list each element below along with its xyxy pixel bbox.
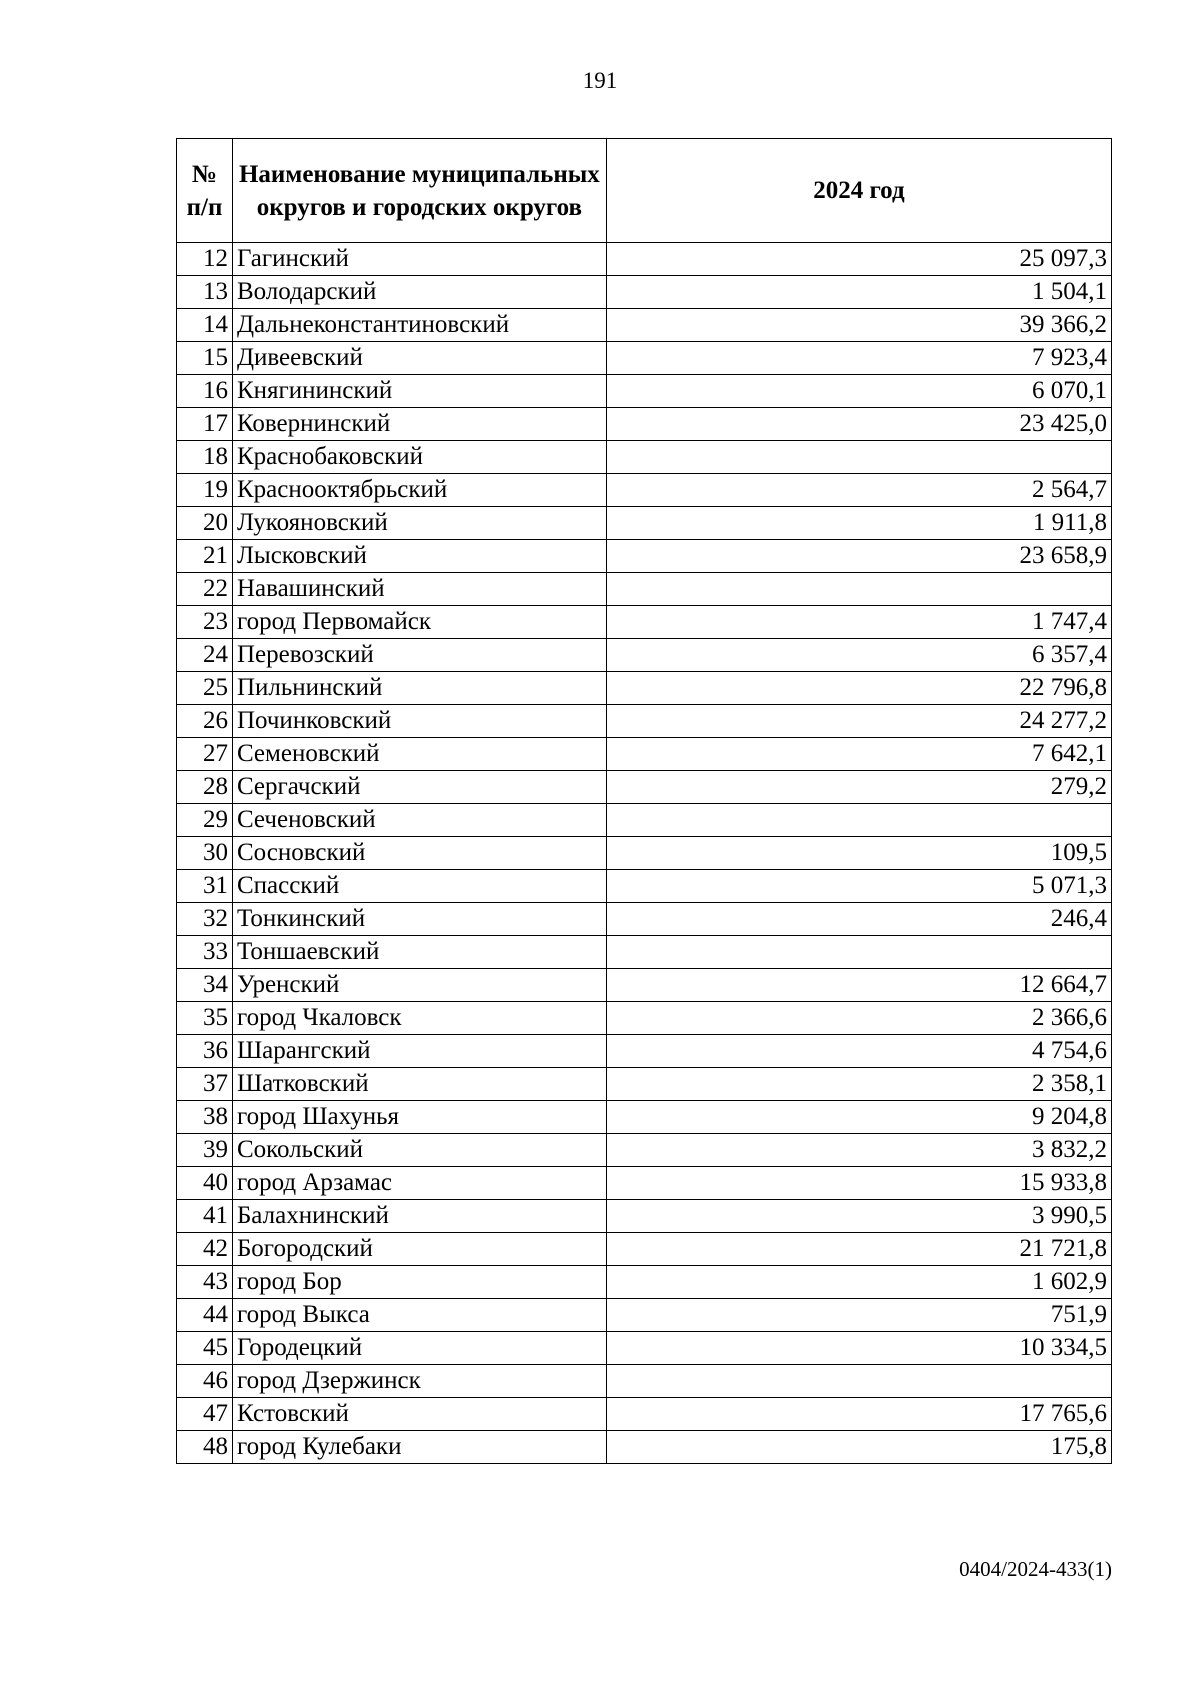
row-name: город Кулебаки <box>232 1431 606 1464</box>
row-number: 23 <box>177 606 233 639</box>
row-value: 6 070,1 <box>606 375 1111 408</box>
table-row <box>177 936 1112 969</box>
row-value: 25 097,3 <box>606 243 1111 276</box>
row-name: Пильнинский <box>232 672 606 705</box>
row-value: 3 990,5 <box>606 1200 1111 1233</box>
table-row <box>177 507 1112 540</box>
table-row <box>177 1068 1112 1101</box>
table-row <box>177 309 1112 342</box>
row-number: 16 <box>177 375 233 408</box>
row-value: 15 933,8 <box>606 1167 1111 1200</box>
row-number: 15 <box>177 342 233 375</box>
table-row <box>177 705 1112 738</box>
table-row <box>177 1398 1112 1431</box>
row-number: 27 <box>177 738 233 771</box>
table-row <box>177 969 1112 1002</box>
row-number: 32 <box>177 903 233 936</box>
row-value <box>606 1365 1111 1398</box>
row-value: 12 664,7 <box>606 969 1111 1002</box>
table-row <box>177 837 1112 870</box>
row-number: 35 <box>177 1002 233 1035</box>
row-value: 5 071,3 <box>606 870 1111 903</box>
row-value: 2 564,7 <box>606 474 1111 507</box>
row-name: Краснобаковский <box>232 441 606 474</box>
row-number: 45 <box>177 1332 233 1365</box>
row-value <box>606 573 1111 606</box>
row-value: 1 911,8 <box>606 507 1111 540</box>
row-number: 14 <box>177 309 233 342</box>
table-row <box>177 408 1112 441</box>
row-name: Дивеевский <box>232 342 606 375</box>
table-row <box>177 573 1112 606</box>
row-number: 46 <box>177 1365 233 1398</box>
row-number: 43 <box>177 1266 233 1299</box>
table-row <box>177 1134 1112 1167</box>
table-row <box>177 1233 1112 1266</box>
table-row <box>177 540 1112 573</box>
header-name: Наименование муниципальных округов и городских округов <box>232 139 606 243</box>
row-number: 22 <box>177 573 233 606</box>
row-name: город Шахунья <box>232 1101 606 1134</box>
row-number: 19 <box>177 474 233 507</box>
table-row <box>177 1332 1112 1365</box>
table-row <box>177 276 1112 309</box>
row-number: 33 <box>177 936 233 969</box>
row-number: 24 <box>177 639 233 672</box>
row-value <box>606 804 1111 837</box>
row-number: 17 <box>177 408 233 441</box>
row-value: 39 366,2 <box>606 309 1111 342</box>
header-year: 2024 год <box>606 139 1111 243</box>
table-row <box>177 1200 1112 1233</box>
row-number: 26 <box>177 705 233 738</box>
row-name: Богородский <box>232 1233 606 1266</box>
row-name: Ковернинский <box>232 408 606 441</box>
row-name: город Арзамас <box>232 1167 606 1200</box>
row-name: город Бор <box>232 1266 606 1299</box>
row-name: Починковский <box>232 705 606 738</box>
row-name: Городецкий <box>232 1332 606 1365</box>
table-row <box>177 1002 1112 1035</box>
row-value <box>606 936 1111 969</box>
row-number: 20 <box>177 507 233 540</box>
row-value: 22 796,8 <box>606 672 1111 705</box>
table-row <box>177 870 1112 903</box>
row-name: Балахнинский <box>232 1200 606 1233</box>
row-number: 31 <box>177 870 233 903</box>
row-number: 41 <box>177 1200 233 1233</box>
row-number: 18 <box>177 441 233 474</box>
row-name: Сергачский <box>232 771 606 804</box>
table-row <box>177 441 1112 474</box>
row-value: 9 204,8 <box>606 1101 1111 1134</box>
row-number: 36 <box>177 1035 233 1068</box>
row-name: Сосновский <box>232 837 606 870</box>
row-value: 17 765,6 <box>606 1398 1111 1431</box>
row-name: Уренский <box>232 969 606 1002</box>
row-value: 10 334,5 <box>606 1332 1111 1365</box>
row-name: Лукояновский <box>232 507 606 540</box>
row-value: 2 366,6 <box>606 1002 1111 1035</box>
table-row <box>177 639 1112 672</box>
row-value: 23 425,0 <box>606 408 1111 441</box>
row-name: Семеновский <box>232 738 606 771</box>
table-row <box>177 375 1112 408</box>
row-name: Тоншаевский <box>232 936 606 969</box>
table-row <box>177 1266 1112 1299</box>
row-value: 279,2 <box>606 771 1111 804</box>
row-number: 12 <box>177 243 233 276</box>
row-name: Тонкинский <box>232 903 606 936</box>
table-row <box>177 672 1112 705</box>
row-name: Гагинский <box>232 243 606 276</box>
row-name: Дальнеконстантиновский <box>232 309 606 342</box>
row-name: Лысковский <box>232 540 606 573</box>
row-number: 39 <box>177 1134 233 1167</box>
table-row <box>177 243 1112 276</box>
row-name: город Выкса <box>232 1299 606 1332</box>
row-name: Сеченовский <box>232 804 606 837</box>
row-name: Сокольский <box>232 1134 606 1167</box>
row-number: 34 <box>177 969 233 1002</box>
row-value: 175,8 <box>606 1431 1111 1464</box>
row-name: Шарангский <box>232 1035 606 1068</box>
row-number: 13 <box>177 276 233 309</box>
row-name: Спасский <box>232 870 606 903</box>
row-name: город Первомайск <box>232 606 606 639</box>
row-number: 48 <box>177 1431 233 1464</box>
row-number: 30 <box>177 837 233 870</box>
data-table <box>176 138 1112 1464</box>
table-row <box>177 342 1112 375</box>
row-value: 3 832,2 <box>606 1134 1111 1167</box>
table-row <box>177 903 1112 936</box>
row-value: 21 721,8 <box>606 1233 1111 1266</box>
row-name: Княгининский <box>232 375 606 408</box>
row-number: 47 <box>177 1398 233 1431</box>
row-value: 246,4 <box>606 903 1111 936</box>
row-value: 7 923,4 <box>606 342 1111 375</box>
table-header-row <box>177 139 1112 243</box>
row-name: Шатковский <box>232 1068 606 1101</box>
table-row <box>177 474 1112 507</box>
row-number: 21 <box>177 540 233 573</box>
table-row <box>177 1365 1112 1398</box>
row-value: 7 642,1 <box>606 738 1111 771</box>
table-row <box>177 1035 1112 1068</box>
table-row <box>177 606 1112 639</box>
table-row <box>177 1167 1112 1200</box>
row-value: 1 747,4 <box>606 606 1111 639</box>
table-body <box>177 243 1112 1464</box>
table-row <box>177 1101 1112 1134</box>
row-name: Навашинский <box>232 573 606 606</box>
table-row <box>177 1299 1112 1332</box>
row-number: 40 <box>177 1167 233 1200</box>
row-value: 23 658,9 <box>606 540 1111 573</box>
page-number: 191 <box>582 68 618 93</box>
row-name: город Чкаловск <box>232 1002 606 1035</box>
row-number: 25 <box>177 672 233 705</box>
row-value: 109,5 <box>606 837 1111 870</box>
row-value: 1 504,1 <box>606 276 1111 309</box>
row-value: 1 602,9 <box>606 1266 1111 1299</box>
table-row <box>177 771 1112 804</box>
row-number: 42 <box>177 1233 233 1266</box>
row-name: Перевозский <box>232 639 606 672</box>
row-value: 2 358,1 <box>606 1068 1111 1101</box>
row-value: 24 277,2 <box>606 705 1111 738</box>
row-name: Краснооктябрьский <box>232 474 606 507</box>
header-num: № п/п <box>177 139 233 243</box>
row-name: город Дзержинск <box>232 1365 606 1398</box>
row-number: 29 <box>177 804 233 837</box>
row-number: 28 <box>177 771 233 804</box>
row-value: 751,9 <box>606 1299 1111 1332</box>
table-row <box>177 1431 1112 1464</box>
row-number: 37 <box>177 1068 233 1101</box>
table-row <box>177 804 1112 837</box>
row-value: 4 754,6 <box>606 1035 1111 1068</box>
document-code: 0404/2024-433(1) <box>959 1557 1112 1581</box>
row-value: 6 357,4 <box>606 639 1111 672</box>
row-value <box>606 441 1111 474</box>
row-number: 38 <box>177 1101 233 1134</box>
row-name: Кстовский <box>232 1398 606 1431</box>
row-number: 44 <box>177 1299 233 1332</box>
row-name: Володарский <box>232 276 606 309</box>
table-row <box>177 738 1112 771</box>
